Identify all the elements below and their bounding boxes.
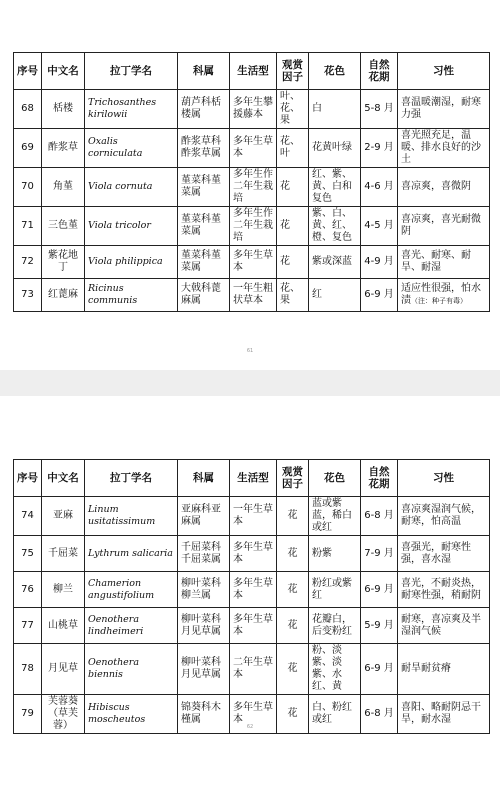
page-61 — [0, 0, 500, 370]
cell-life-form: 一年生草本 — [230, 497, 277, 536]
cell-family: 酢浆草科酢浆草属 — [178, 129, 230, 168]
cell-habit — [398, 129, 490, 168]
cell-family: 堇菜科堇菜属 — [178, 168, 230, 207]
cell-life-form: 多年生作二年生栽培 — [230, 168, 277, 207]
habit-note: （注：种子有毒） — [411, 297, 467, 305]
cell-no: 75 — [14, 536, 42, 572]
header-life-form: 生活型 — [230, 460, 277, 497]
cell-life-form: 多年生攀援藤本 — [230, 90, 277, 129]
cell-flowering-period: 6-8 月 — [361, 497, 398, 536]
habit-text: 喜光、耐寒、耐旱、耐湿 — [401, 250, 471, 273]
cell-flowering-period: 6-9 月 — [361, 572, 398, 608]
cell-family: 柳叶菜科月见草属 — [178, 608, 230, 644]
cell-family: 堇菜科堇菜属 — [178, 246, 230, 279]
habit-text: 喜凉爽，喜光耐微阴 — [401, 214, 481, 237]
cell-latin-name: Oxalis corniculata — [85, 129, 178, 168]
header-flowering-period: 自然花期 — [361, 460, 398, 497]
cell-latin-name: Trichosanthes kirilowii — [85, 90, 178, 129]
header-latin-name: 拉丁学名 — [85, 460, 178, 497]
cell-life-form: 多年生草本 — [230, 129, 277, 168]
cell-no: 76 — [14, 572, 42, 608]
table-header-row — [14, 460, 490, 497]
cell-latin-name: Ricinus communis — [85, 279, 178, 312]
cell-flower-color: 蓝或紫蓝，稀白或红 — [309, 497, 361, 536]
cell-ornamental-factor: 花 — [277, 497, 309, 536]
cell-family: 锦葵科木槿属 — [178, 695, 230, 734]
table-row — [14, 644, 490, 695]
cell-habit — [398, 207, 490, 246]
page-62 — [0, 396, 500, 791]
cell-ornamental-factor: 花 — [277, 207, 309, 246]
cell-latin-name: Oenothera biennis — [85, 644, 178, 695]
cell-flowering-period: 5-8 月 — [361, 90, 398, 129]
cell-habit: 喜凉爽湿润气候，耐寒，怕高温 — [398, 497, 490, 536]
cell-chinese-name: 亚麻 — [42, 497, 85, 536]
cell-life-form: 一年生粗状草本 — [230, 279, 277, 312]
cell-life-form: 二年生草本 — [230, 644, 277, 695]
header-flower-color: 花色 — [309, 460, 361, 497]
cell-family: 堇菜科堇菜属 — [178, 207, 230, 246]
cell-flowering-period: 5-9 月 — [361, 608, 398, 644]
cell-no: 70 — [14, 168, 42, 207]
cell-ornamental-factor: 花、果 — [277, 279, 309, 312]
page-number: 62 — [246, 724, 254, 730]
cell-chinese-name: 月见草 — [42, 644, 85, 695]
cell-no: 79 — [14, 695, 42, 734]
table-row — [14, 279, 490, 312]
table-row — [14, 497, 490, 536]
cell-habit: 喜阳、略耐阴忌干旱，耐水湿 — [398, 695, 490, 734]
cell-flowering-period: 4-9 月 — [361, 246, 398, 279]
cell-flower-color: 红、紫、黄、白和复色 — [309, 168, 361, 207]
cell-family: 葫芦科栝楼属 — [178, 90, 230, 129]
header-family: 科属 — [178, 53, 230, 90]
cell-life-form: 多年生草本 — [230, 572, 277, 608]
header-no: 序号 — [14, 53, 42, 90]
header-habit: 习性 — [398, 460, 490, 497]
header-chinese-name: 中文名 — [42, 53, 85, 90]
header-family: 科属 — [178, 460, 230, 497]
plant-table-page-62 — [13, 459, 490, 734]
cell-flowering-period: 4-5 月 — [361, 207, 398, 246]
table-row — [14, 246, 490, 279]
cell-chinese-name: 角堇 — [42, 168, 85, 207]
cell-flower-color: 红 — [309, 279, 361, 312]
table-header-row — [14, 53, 490, 90]
table-row — [14, 572, 490, 608]
cell-habit: 喜光，不耐炎热，耐寒性强，稍耐阴 — [398, 572, 490, 608]
cell-latin-name: Chamerion angustifolium — [85, 572, 178, 608]
cell-no: 68 — [14, 90, 42, 129]
cell-habit — [398, 246, 490, 279]
cell-family: 亚麻科亚麻属 — [178, 497, 230, 536]
cell-life-form: 多年生草本 — [230, 608, 277, 644]
cell-latin-name: Lythrum salicaria — [85, 536, 178, 572]
cell-ornamental-factor: 花 — [277, 608, 309, 644]
header-life-form: 生活型 — [230, 53, 277, 90]
cell-flowering-period: 2-9 月 — [361, 129, 398, 168]
cell-life-form: 多年生作二年生栽培 — [230, 207, 277, 246]
cell-latin-name: Oenothera lindheimeri — [85, 608, 178, 644]
header-flowering-period: 自然花期 — [361, 53, 398, 90]
cell-chinese-name: 酢浆草 — [42, 129, 85, 168]
cell-latin-name: Hibiscus moscheutos — [85, 695, 178, 734]
header-flower-color: 花色 — [309, 53, 361, 90]
cell-no: 77 — [14, 608, 42, 644]
habit-text: 喜温暖潮湿，耐寒力强 — [401, 97, 481, 120]
habit-text: 喜光照充足，温暖、排水良好的沙土 — [401, 130, 481, 165]
cell-flower-color: 粉、淡紫、淡紫、水红、黄 — [309, 644, 361, 695]
cell-latin-name: Viola cornuta — [85, 168, 178, 207]
cell-habit — [398, 279, 490, 312]
cell-flowering-period: 6-9 月 — [361, 644, 398, 695]
cell-flowering-period: 7-9 月 — [361, 536, 398, 572]
cell-flower-color: 花瓣白，后变粉红 — [309, 608, 361, 644]
cell-habit — [398, 168, 490, 207]
cell-life-form: 多年生草本 — [230, 246, 277, 279]
cell-flower-color: 紫或深蓝 — [309, 246, 361, 279]
cell-flower-color: 粉红或紫红 — [309, 572, 361, 608]
table-row — [14, 129, 490, 168]
cell-latin-name: Linum usitatissimum — [85, 497, 178, 536]
header-no: 序号 — [14, 460, 42, 497]
cell-ornamental-factor: 花 — [277, 168, 309, 207]
cell-chinese-name: 千屈菜 — [42, 536, 85, 572]
cell-chinese-name: 紫花地丁 — [42, 246, 85, 279]
cell-family: 千屈菜科千屈菜属 — [178, 536, 230, 572]
cell-flower-color: 白、粉红或红 — [309, 695, 361, 734]
cell-flower-color: 白 — [309, 90, 361, 129]
table-row — [14, 536, 490, 572]
cell-habit: 耐旱耐贫瘠 — [398, 644, 490, 695]
cell-latin-name: Viola tricolor — [85, 207, 178, 246]
cell-no: 72 — [14, 246, 42, 279]
cell-habit: 喜强光，耐寒性强，喜水湿 — [398, 536, 490, 572]
cell-no: 74 — [14, 497, 42, 536]
table-row — [14, 207, 490, 246]
table-row — [14, 90, 490, 129]
cell-habit — [398, 90, 490, 129]
table-row — [14, 168, 490, 207]
cell-ornamental-factor: 花 — [277, 644, 309, 695]
cell-flowering-period: 6-9 月 — [361, 279, 398, 312]
cell-ornamental-factor: 花 — [277, 246, 309, 279]
cell-family: 柳叶菜科柳兰属 — [178, 572, 230, 608]
cell-no: 73 — [14, 279, 42, 312]
cell-family: 大戟科蓖麻属 — [178, 279, 230, 312]
cell-no: 69 — [14, 129, 42, 168]
cell-flower-color: 紫、白、黄、红、橙、复色 — [309, 207, 361, 246]
header-chinese-name: 中文名 — [42, 460, 85, 497]
cell-chinese-name: 红蓖麻 — [42, 279, 85, 312]
cell-life-form: 多年生草本 — [230, 536, 277, 572]
cell-latin-name: Viola philippica — [85, 246, 178, 279]
header-ornamental-factor: 观赏因子 — [277, 460, 309, 497]
cell-flower-color: 花黄叶绿 — [309, 129, 361, 168]
table-row — [14, 608, 490, 644]
cell-ornamental-factor: 花、叶 — [277, 129, 309, 168]
cell-ornamental-factor: 花 — [277, 572, 309, 608]
cell-no: 71 — [14, 207, 42, 246]
cell-no: 78 — [14, 644, 42, 695]
cell-family: 柳叶菜科月见草属 — [178, 644, 230, 695]
cell-ornamental-factor: 花 — [277, 536, 309, 572]
cell-flowering-period: 4-6 月 — [361, 168, 398, 207]
plant-table-page-61 — [13, 52, 490, 312]
cell-ornamental-factor: 叶、花、果 — [277, 90, 309, 129]
habit-text: 适应性很强，怕水渍 — [401, 283, 481, 306]
cell-ornamental-factor: 花 — [277, 695, 309, 734]
cell-habit: 耐寒，喜凉爽及半湿润气候 — [398, 608, 490, 644]
cell-chinese-name: 三色堇 — [42, 207, 85, 246]
cell-flower-color: 粉紫 — [309, 536, 361, 572]
cell-chinese-name: 山桃草 — [42, 608, 85, 644]
habit-text: 喜凉爽，喜微阴 — [401, 181, 471, 192]
page-number: 61 — [246, 348, 254, 354]
cell-life-form: 多年生草本 — [230, 695, 277, 734]
cell-chinese-name: 芙蓉葵（草芙蓉） — [42, 695, 85, 734]
header-ornamental-factor: 观赏因子 — [277, 53, 309, 90]
cell-flowering-period: 6-8 月 — [361, 695, 398, 734]
cell-chinese-name: 栝楼 — [42, 90, 85, 129]
header-latin-name: 拉丁学名 — [85, 53, 178, 90]
header-habit: 习性 — [398, 53, 490, 90]
cell-chinese-name: 柳兰 — [42, 572, 85, 608]
page-separator — [0, 370, 500, 396]
